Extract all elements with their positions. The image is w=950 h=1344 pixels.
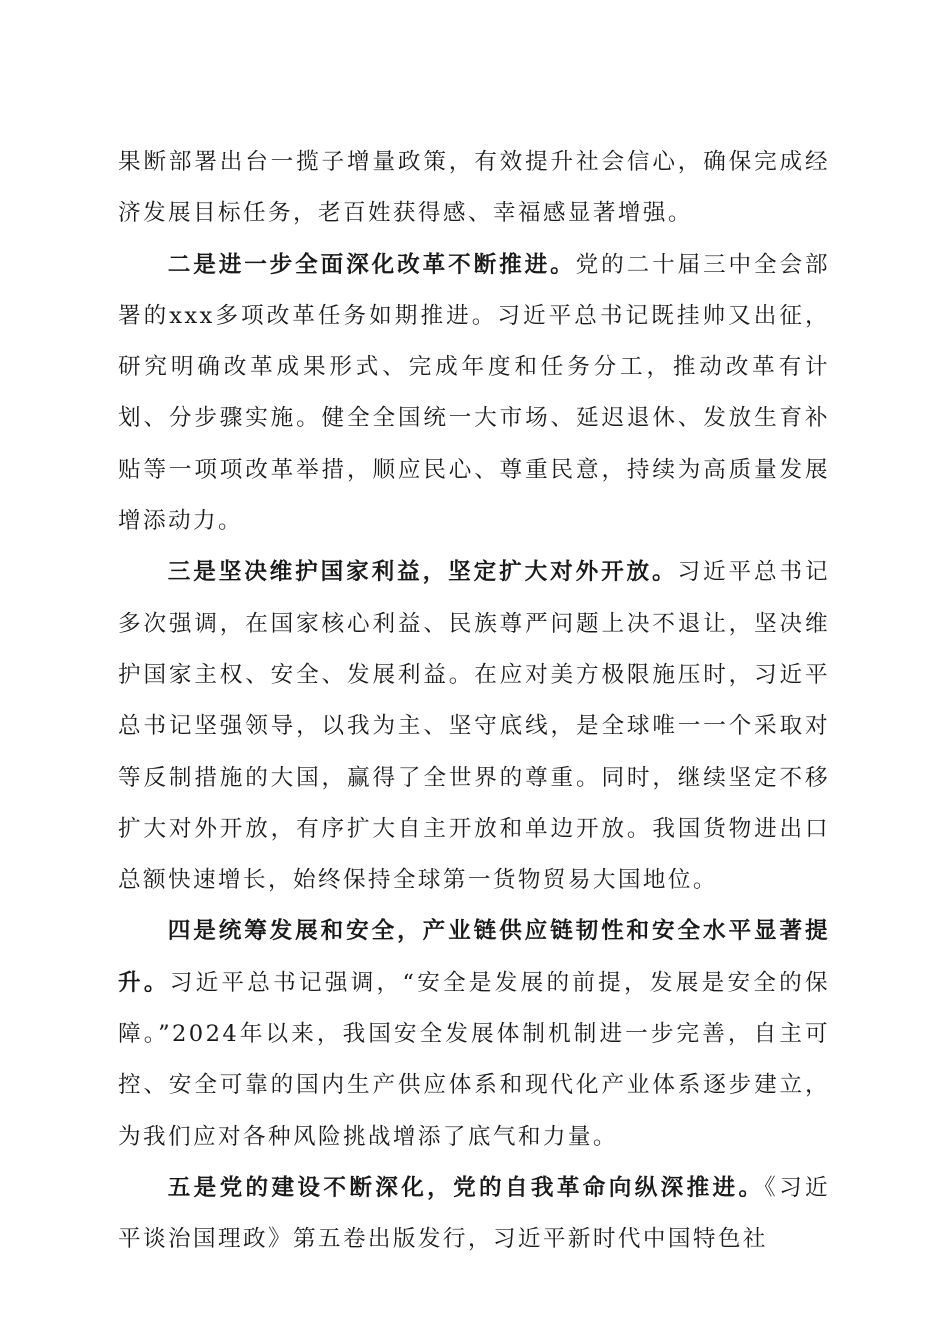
paragraph-lead: 四是统筹发展和安全，产业链供应链韧性和安全水平显著提升。: [118, 918, 830, 996]
paragraph-text: 习近平总书记多次强调，在国家核心利益、民族尊严问题上决不退让，坚决维护国家主权、安全、发展利益。在应对美方极限施压时，习近平总书记坚强领导，以我为主、坚守底线，是全球唯一一个采取对等反制措施的大国，赢得了全世界的尊重。同时，继续坚定不移扩大对外开放，有序扩大自主开放和单边开放。我国货物进出口总额快速增长，始终保持全球第一货物贸易大国地位。: [118, 559, 830, 894]
paragraph-development-security: [118, 906, 830, 1162]
paragraph-national-interest: [118, 547, 830, 906]
paragraph-party-building: [118, 1163, 830, 1266]
paragraph-lead: 五是党的建设不断深化，党的自我革命向纵深推进。: [167, 1174, 765, 1201]
paragraph-text: 《习近平谈治国理政》第五卷出版发行，习近平新时代中国特色社: [118, 1174, 831, 1253]
paragraph-text: 习近平总书记强调，“安全是发展的前提，发展是安全的保障。”2024年以来，我国安全发展体制机制进一步完善，自主可控、安全可靠的国内生产供应体系和现代化产业体系逐步建立，为我们应对各种风险挑战增添了底气和力量。: [118, 969, 830, 1150]
document-body: [118, 137, 830, 1266]
paragraph-text: 果断部署出台一揽子增量政策，有效提升社会信心，确保完成经济发展目标任务，老百姓获得感、幸福感显著增强。: [118, 149, 830, 227]
paragraph-lead: 二是进一步全面深化改革不断推进。: [167, 251, 576, 278]
paragraph-reform: [118, 240, 830, 548]
paragraph-text: 党的二十届三中全会部署的xxx多项改革任务如期推进。习近平总书记既挂帅又出征，研究明确改革成果形式、完成年度和任务分工，推动改革有计划、分步骤实施。健全全国统一大市场、延迟退休、发放生育补贴等一项项改革举措，顺应民心、尊重民意，持续为高质量发展增添动力。: [118, 251, 831, 535]
paragraph-continuation: [118, 137, 830, 240]
paragraph-lead: 三是坚决维护国家利益，坚定扩大对外开放。: [167, 559, 678, 586]
